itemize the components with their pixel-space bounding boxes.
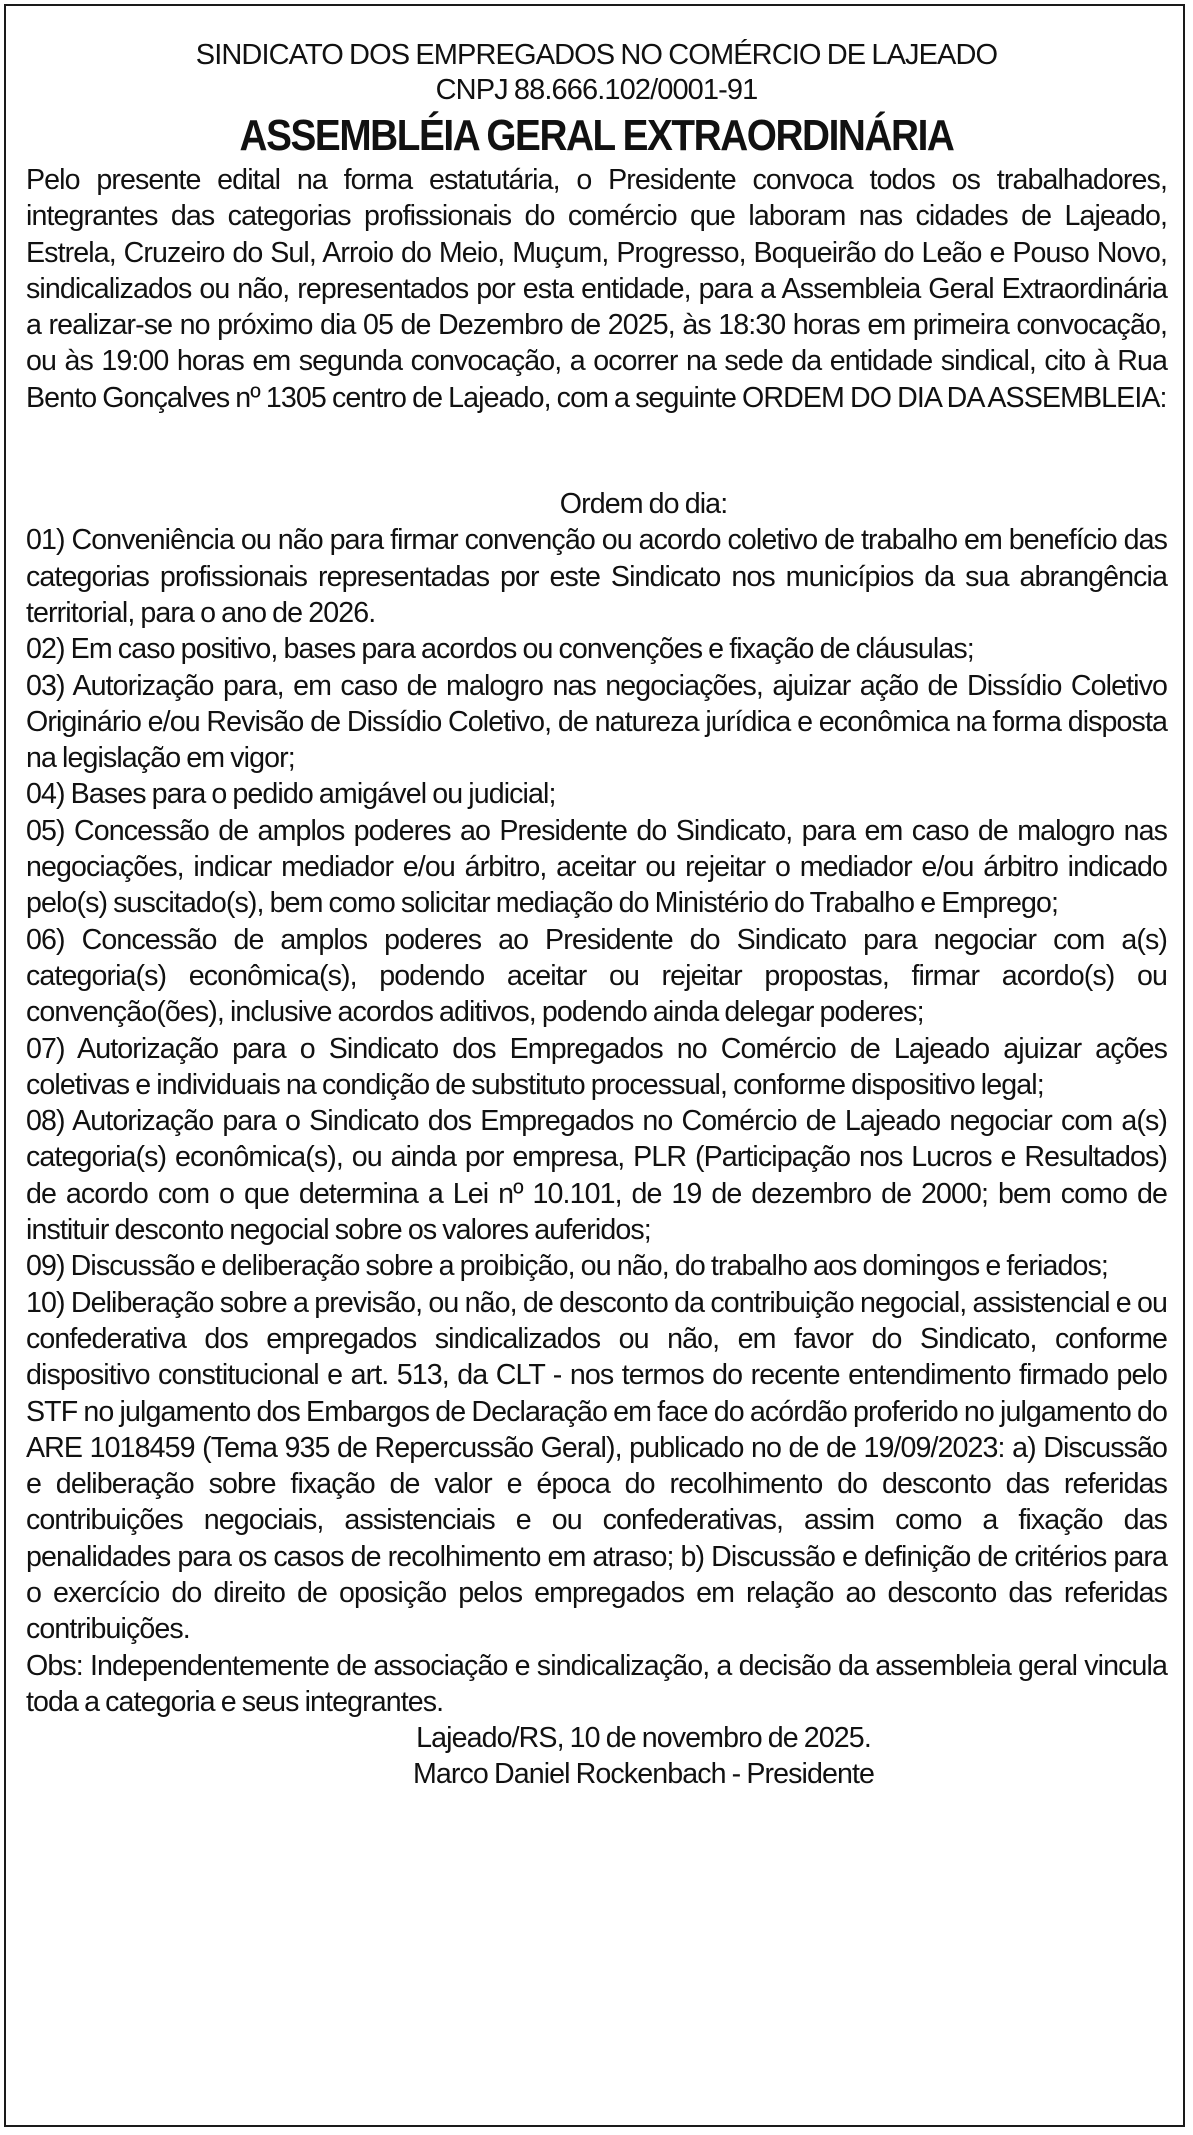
agenda-item-08: 08) Autorização para o Sindicato dos Empregados no Comércio de Lajeado negociar com a(s) categoria(s) econômica(s), ou ainda por empresa, PLR (Participação nos Lucros e Resultados) de acordo com o que determina a Lei nº 10.101, de 19 de dezembro de 2000; bem como de instituir desconto negocial sobre os valores auferidos; (26, 1105, 1167, 1247)
agenda-item-10: 10) Deliberação sobre a previsão, ou não, de desconto da contribuição negocial, assistencial e ou confederativa dos empregados sindicalizados ou não, em favor do Sindicato, conforme dispositivo constitucional e art. 513, da CLT - nos termos do recente entendimento firmado pelo STF no julgamento dos Embargos de Declaração em face do acórdão proferido no julgamento do ARE 1018459 (Tema 935 de Repercussão Geral), publicado no de de 19/09/2023: a) Discussão e deliberação sobre fixação de valor e época do recolhimento do desconto das referidas contribuições negociais, assistenciais e ou confederativas, assim como a fixação das penalidades para os casos de recolhimento em atraso; b) Discussão e definição de critérios para o exercício do direito de oposição pelos empregados em relação ao desconto das referidas contribuições. (26, 1286, 1167, 1646)
agenda-item-04: 04) Bases para o pedido amigável ou judicial; (26, 778, 556, 811)
agenda-item-02: 02) Em caso positivo, bases para acordos ou convenções e fixação de cláusulas; (26, 633, 974, 666)
agenda-item-05: 05) Concessão de amplos poderes ao Presidente do Sindicato, para em caso de malogro nas negociações, indicar mediador e/ou árbitro, aceitar ou rejeitar o mediador e/ou árbitro indicado pelo(s) suscitado(s), bem como solicitar mediação do Ministério do Trabalho e Emprego; (26, 814, 1167, 920)
intro-paragraph: Pelo presente edital na forma estatutária, o Presidente convoca todos os trabalhadores, integrantes das categorias profissionais do comércio que laboram nas cidades de Lajeado, Estrela, Cruzeiro do Sul, Arroio do Meio, Muçum, Progresso, Boqueirão do Leão e Pouso Novo, sindicalizados ou não, representados por esta entidade, para a Assembleia Geral Extraordinária a realizar-se no próximo dia 05 de Dezembro de 2025, às 18:30 horas em primeira convocação, ou às 19:00 horas em segunda convocação, a ocorrer na sede da entidade sindical, cito à Rua Bento Gonçalves nº 1305 centro de Lajeado, com a seguinte ORDEM DO DIA DA ASSEMBLEIA: (26, 164, 1167, 414)
agenda-heading: Ordem do dia: (559, 488, 728, 521)
agenda-item-07: 07) Autorização para o Sindicato dos Empregados no Comércio de Lajeado ajuizar ações coletivas e individuais na condição de substituto processual, conforme dispositivo legal; (26, 1032, 1167, 1101)
agenda-item-09: 09) Discussão e deliberação sobre a proibição, ou não, do trabalho aos domingos e feriados; (26, 1250, 1108, 1283)
agenda-item-01: 01) Conveniência ou não para firmar convenção ou acordo coletivo de trabalho em benefício das categorias profissionais representadas por este Sindicato nos municípios da sua abrangência territorial, para o ano de 2026. (26, 524, 1167, 629)
observation-paragraph: Obs: Independentemente de associação e sindicalização, a decisão da assembleia geral vincula toda a categoria e seus integrantes. (26, 1649, 1167, 1718)
organization-name: SINDICATO DOS EMPREGADOS NO COMÉRCIO DE LAJEADO (195, 39, 998, 71)
signature-line: Marco Daniel Rockenbach - Presidente (412, 1758, 875, 1791)
agenda-item-03: 03) Autorização para, em caso de malogro nas negociações, ajuizar ação de Dissídio Coletivo Originário e/ou Revisão de Dissídio Coletivo, de natureza jurídica e econômica na forma disposta na legislação em vigor; (26, 669, 1167, 775)
cnpj-number: CNPJ 88.666.102/0001-91 (435, 74, 758, 106)
place-and-date: Lajeado/RS, 10 de novembro de 2025. (416, 1722, 871, 1755)
notice-title: ASSEMBLÉIA GERAL EXTRAORDINÁRIA (239, 111, 954, 160)
notice-content (26, 38, 1167, 1793)
agenda-item-06: 06) Concessão de amplos poderes ao Presidente do Sindicato para negociar com a(s) categoria(s) econômica(s), podendo aceitar ou rejeitar propostas, firmar acordo(s) ou convenção(ões), inclusive acordos aditivos, podendo ainda delegar poderes; (26, 923, 1167, 1029)
spacer (26, 416, 1167, 486)
